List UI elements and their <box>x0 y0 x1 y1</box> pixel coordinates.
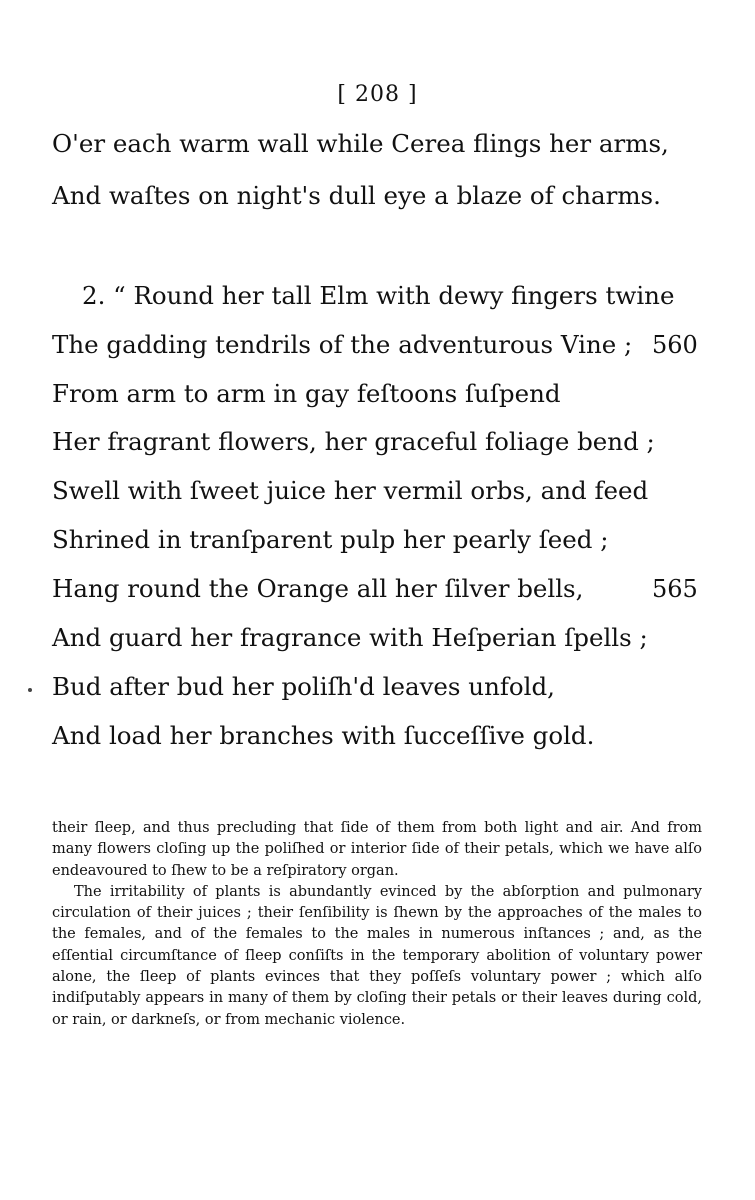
ink-speck <box>28 688 32 692</box>
poem-line: Her fragrant flowers, her graceful foliage bend ; <box>52 427 655 456</box>
poem-line: Shrined in tranſparent pulp her pearly ſeed ; <box>52 525 609 554</box>
line-number: 560 <box>652 331 698 359</box>
poem-line: And waſtes on night's dull eye a blaze of charms. <box>52 181 661 210</box>
poem-line: The gadding tendrils of the adventurous Vine ; <box>52 330 633 359</box>
poem-line: And guard her fragrance with Heſperian ſpells ; <box>52 623 648 652</box>
poem-line: O'er each warm wall while Cerea flings her arms, <box>52 129 669 158</box>
poem-line: Hang round the Orange all her ſilver bells, <box>52 574 584 603</box>
footnote-paragraph: The irritability of plants is abundantly evinced by the abſorption and pulmonary circulation of their juices ; their ſenſibility is ſhewn by the approaches of the males to the females, and of the females to the males in numerous inſtances ; and, as the eſſential circumſtance of ſleep conſiſts in the temporary abolition of voluntary power alone, the ſleep of plants evinces that they poſſeſs voluntary power ; which alſo indiſputably appears in many of them by cloſing their petals or their leaves during cold, or rain, or darkneſs, or from mechanic violence. <box>52 883 702 1028</box>
page-number: [ 208 ] <box>337 82 418 107</box>
poem-line: 2. “ Round her tall Elm with dewy fingers twine <box>82 281 675 310</box>
poem-line: From arm to arm in gay feſtoons ſuſpend <box>52 379 561 408</box>
line-number: 565 <box>652 575 698 603</box>
footnote-paragraph: their ſleep, and thus precluding that ſide of them from both light and air. And from many flowers cloſing up the poliſhed or interior ſide of their petals, which we have alſo endeavoured to ſhew to be a reſpiratory organ. <box>52 820 702 879</box>
footnote <box>52 818 702 1031</box>
poem-line: And load her branches with ſucceſſive gold. <box>52 721 595 750</box>
poem-line: Swell with ſweet juice her vermil orbs, and feed <box>52 476 649 505</box>
poem-line: Bud after bud her poliſh'd leaves unfold, <box>52 672 555 701</box>
